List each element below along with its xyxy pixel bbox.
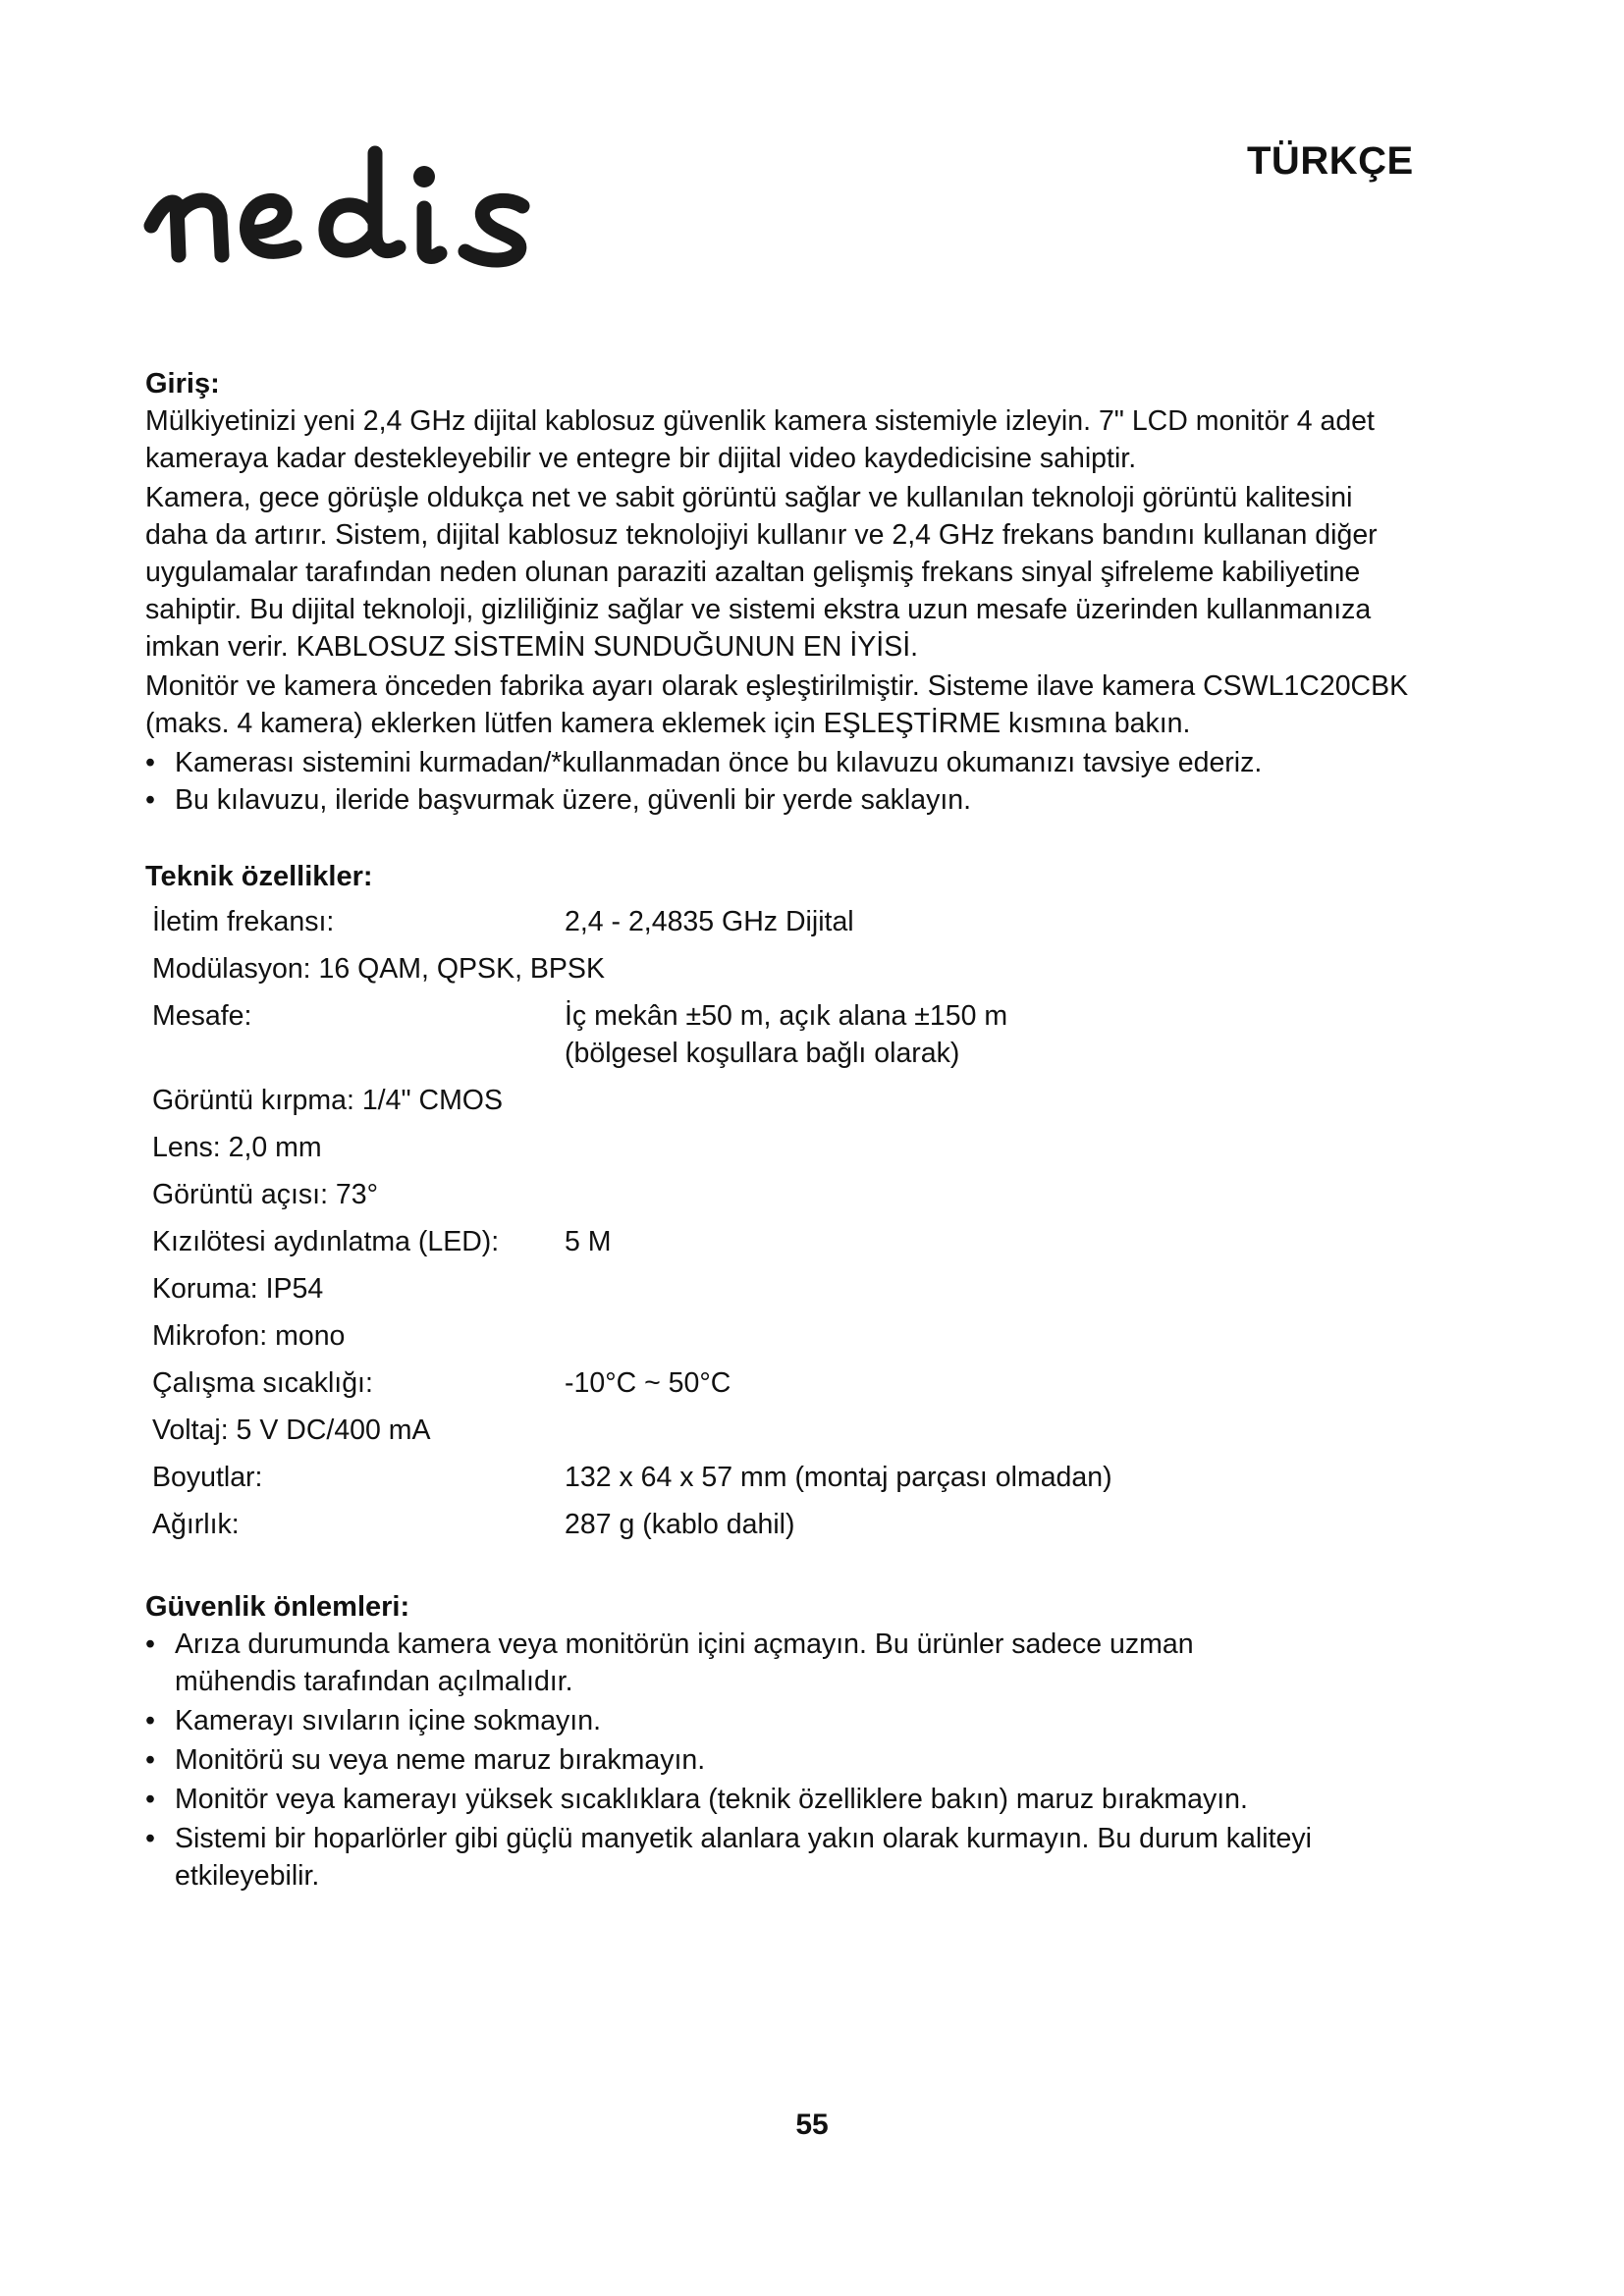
spec-text: Mikrofon: mono [152, 1320, 346, 1352]
nedis-logo [139, 126, 630, 273]
spec-value: 287 g (kablo dahil) [565, 1509, 795, 1540]
spec-row [145, 950, 1422, 988]
spec-row [145, 1176, 1422, 1213]
list-item: • Sistemi bir hoparlörler gibi güçlü manyetik alanlara yakın olarak kurmayın. Bu durum kaliteyi etkileyebilir. [145, 1820, 1422, 1895]
intro-heading: Giriş: [145, 368, 220, 400]
spec-row [145, 1317, 1422, 1355]
spec-text: Görüntü kırpma: 1/4" CMOS [152, 1085, 503, 1116]
main-content [145, 365, 1422, 1896]
spec-row [145, 1506, 1422, 1543]
list-item: • Monitör veya kamerayı yüksek sıcaklıklara (teknik özelliklere bakın) maruz bırakmayın. [145, 1781, 1422, 1818]
spec-label: İletim frekansı: [152, 906, 335, 937]
spec-value: 132 x 64 x 57 mm (montaj parçası olmadan) [565, 1462, 1112, 1493]
spec-text: Voltaj: 5 V DC/400 mA [152, 1415, 431, 1446]
list-item: • Monitörü su veya neme maruz bırakmayın. [145, 1741, 1422, 1779]
language-label: TÜRKÇE [1247, 139, 1414, 183]
spec-row [145, 1459, 1422, 1496]
safety-bullet-list [145, 1626, 1422, 1895]
list-item: • Kamerası sistemini kurmadan/*kullanmadan önce bu kılavuzu okumanızı tavsiye ederiz. [145, 744, 1422, 781]
specs-heading: Teknik özellikler: [145, 861, 373, 892]
spec-row [145, 1223, 1422, 1260]
intro-paragraph: Monitör ve kamera önceden fabrika ayarı olarak eşleştirilmiştir. Sisteme ilave kamera CSWL1C20CBK (maks. 4 kamera) eklerken lütfen kamera eklemek için EŞLEŞTİRME kısmına bakın. [145, 670, 1409, 739]
spec-row [145, 1082, 1422, 1119]
page-number: 55 [795, 2109, 829, 2141]
spec-label: Boyutlar: [152, 1462, 263, 1493]
list-item: • Arıza durumunda kamera veya monitörün içini açmayın. Bu ürünler sadece uzman mühendis tarafından açılmalıdır. [145, 1626, 1422, 1700]
spec-value: 5 M [565, 1226, 612, 1257]
spec-row [145, 903, 1422, 940]
intro-paragraph: Mülkiyetinizi yeni 2,4 GHz dijital kablosuz güvenlik kamera sistemiyle izleyin. 7" LCD monitör 4 adet kameraya kadar destekleyebilir ve entegre bir dijital video kaydedicisine sahiptir. [145, 405, 1375, 474]
spec-row [145, 1129, 1422, 1166]
list-item: • Kamerayı sıvıların içine sokmayın. [145, 1702, 1422, 1739]
spec-row [145, 1270, 1422, 1308]
spec-text: Modülasyon: 16 QAM, QPSK, BPSK [152, 953, 605, 985]
spec-text: Lens: 2,0 mm [152, 1132, 322, 1163]
safety-heading: Güvenlik önlemleri: [145, 1591, 410, 1623]
spec-value: -10°C ~ 50°C [565, 1367, 731, 1399]
spec-label: Kızılötesi aydınlatma (LED): [152, 1226, 500, 1257]
spec-text: Koruma: IP54 [152, 1273, 324, 1305]
intro-section [145, 365, 1422, 819]
intro-paragraph: Kamera, gece görüşle oldukça net ve sabit görüntü sağlar ve kullanılan teknoloji görüntü kalitesini daha da artırır. Sistem, dijital kablosuz teknolojiyi kullanır ve 2,4 GHz frekans bandını kullanan diğer uygulamalar tarafından neden olunan paraziti azaltan gelişmiş frekans sinyal şifreleme kabiliyetine sahiptir. Bu dijital teknoloji, gizliliğiniz sağlar ve sistemi ekstra uzun mesafe üzerinden kullanmanıza imkan verir. KABLOSUZ SİSTEMİN SUNDUĞUNUN EN İYİSİ. [145, 482, 1378, 663]
spec-label: Ağırlık: [152, 1509, 240, 1540]
spec-row [145, 1412, 1422, 1449]
spec-text: Görüntü açısı: 73° [152, 1179, 379, 1210]
intro-bullet-list [145, 744, 1422, 819]
spec-row [145, 1364, 1422, 1402]
spec-label: Mesafe: [152, 1000, 252, 1032]
spec-label: Çalışma sıcaklığı: [152, 1367, 373, 1399]
spec-value: 2,4 - 2,4835 GHz Dijital [565, 906, 854, 937]
spec-row [145, 997, 1422, 1072]
spec-value: İç mekân ±50 m, açık alana ±150 m (bölgesel koşullara bağlı olarak) [565, 1000, 1008, 1069]
safety-section [145, 1588, 1422, 1895]
list-item: • Bu kılavuzu, ileride başvurmak üzere, güvenli bir yerde saklayın. [145, 781, 1422, 819]
specs-section [145, 858, 1422, 1543]
